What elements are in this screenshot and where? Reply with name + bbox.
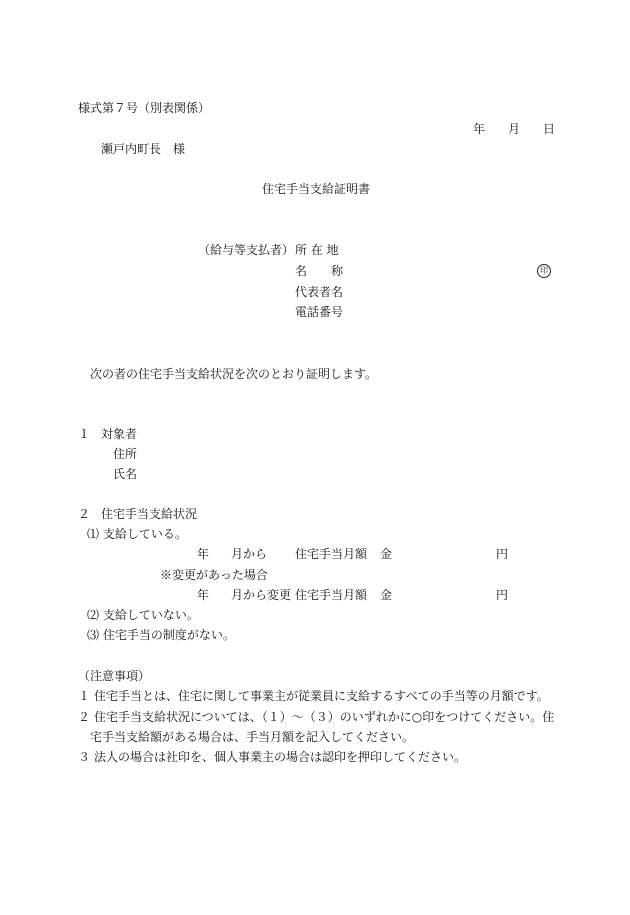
option-no-system: ⑶ 住宅手当の制度がない。: [87, 628, 235, 642]
note-text: 法人の場合は社印を、個人事業主の場合は認印を押印してください。: [94, 750, 467, 764]
date-year: 年: [473, 122, 486, 136]
note-text-continuation: 宅手当支給額がある場合は、手当月額を記入してください。: [90, 730, 415, 744]
notes-heading: （注意事項）: [78, 669, 151, 683]
row2-year: 年: [197, 588, 210, 602]
note-text: 住宅手当支給状況については、（１）～（３）のいずれかに○印をつけてください。住: [94, 710, 555, 724]
intro-text: 次の者の住宅手当支給状況を次のとおり証明します。: [90, 367, 378, 381]
option-not-paying: ⑵ 支給していない。: [87, 608, 199, 622]
seal-icon: 印: [537, 264, 551, 278]
change-note: ※変更があった場合: [160, 568, 268, 582]
note-text: 住宅手当とは、住宅に関して事業主が従業員に支給するすべての手当等の月額です。: [94, 689, 549, 703]
note-number: １: [78, 689, 91, 703]
representative-label: 代表者名: [295, 285, 344, 299]
document-title: 住宅手当支給証明書: [262, 182, 371, 196]
payer-label: （給与等支払者）: [198, 243, 295, 257]
date-day: 日: [543, 122, 556, 136]
section2-heading: 住宅手当支給状況: [101, 507, 198, 521]
target-name-label: 氏名: [113, 467, 138, 481]
row1-kin: 金: [380, 547, 393, 561]
row2-yen: 円: [496, 588, 509, 602]
form-number: 様式第７号（別表関係）: [78, 101, 211, 115]
section2-number: ２: [78, 507, 91, 521]
row1-yen: 円: [496, 547, 509, 561]
option-paying: ⑴ 支給している。: [87, 527, 187, 541]
note-number: ２: [78, 710, 91, 724]
note-number: ３: [78, 750, 91, 764]
row2-month-from: 月から変更: [231, 588, 292, 602]
section1-number: １: [78, 427, 91, 441]
payer-address-label: 所 在 地: [295, 243, 339, 257]
payer-name-label: 名 称: [295, 264, 344, 278]
row1-amount-label: 住宅手当月額: [295, 547, 368, 561]
target-address-label: 住所: [113, 447, 138, 461]
row2-kin: 金: [380, 588, 393, 602]
row2-amount-label: 住宅手当月額: [295, 588, 368, 602]
row1-year: 年: [197, 547, 210, 561]
section1-heading: 対象者: [101, 427, 138, 441]
row1-month-from: 月から: [231, 547, 268, 561]
phone-label: 電話番号: [295, 305, 344, 319]
addressee: 瀬戸内町長 様: [101, 142, 186, 156]
date-month: 月: [508, 122, 521, 136]
